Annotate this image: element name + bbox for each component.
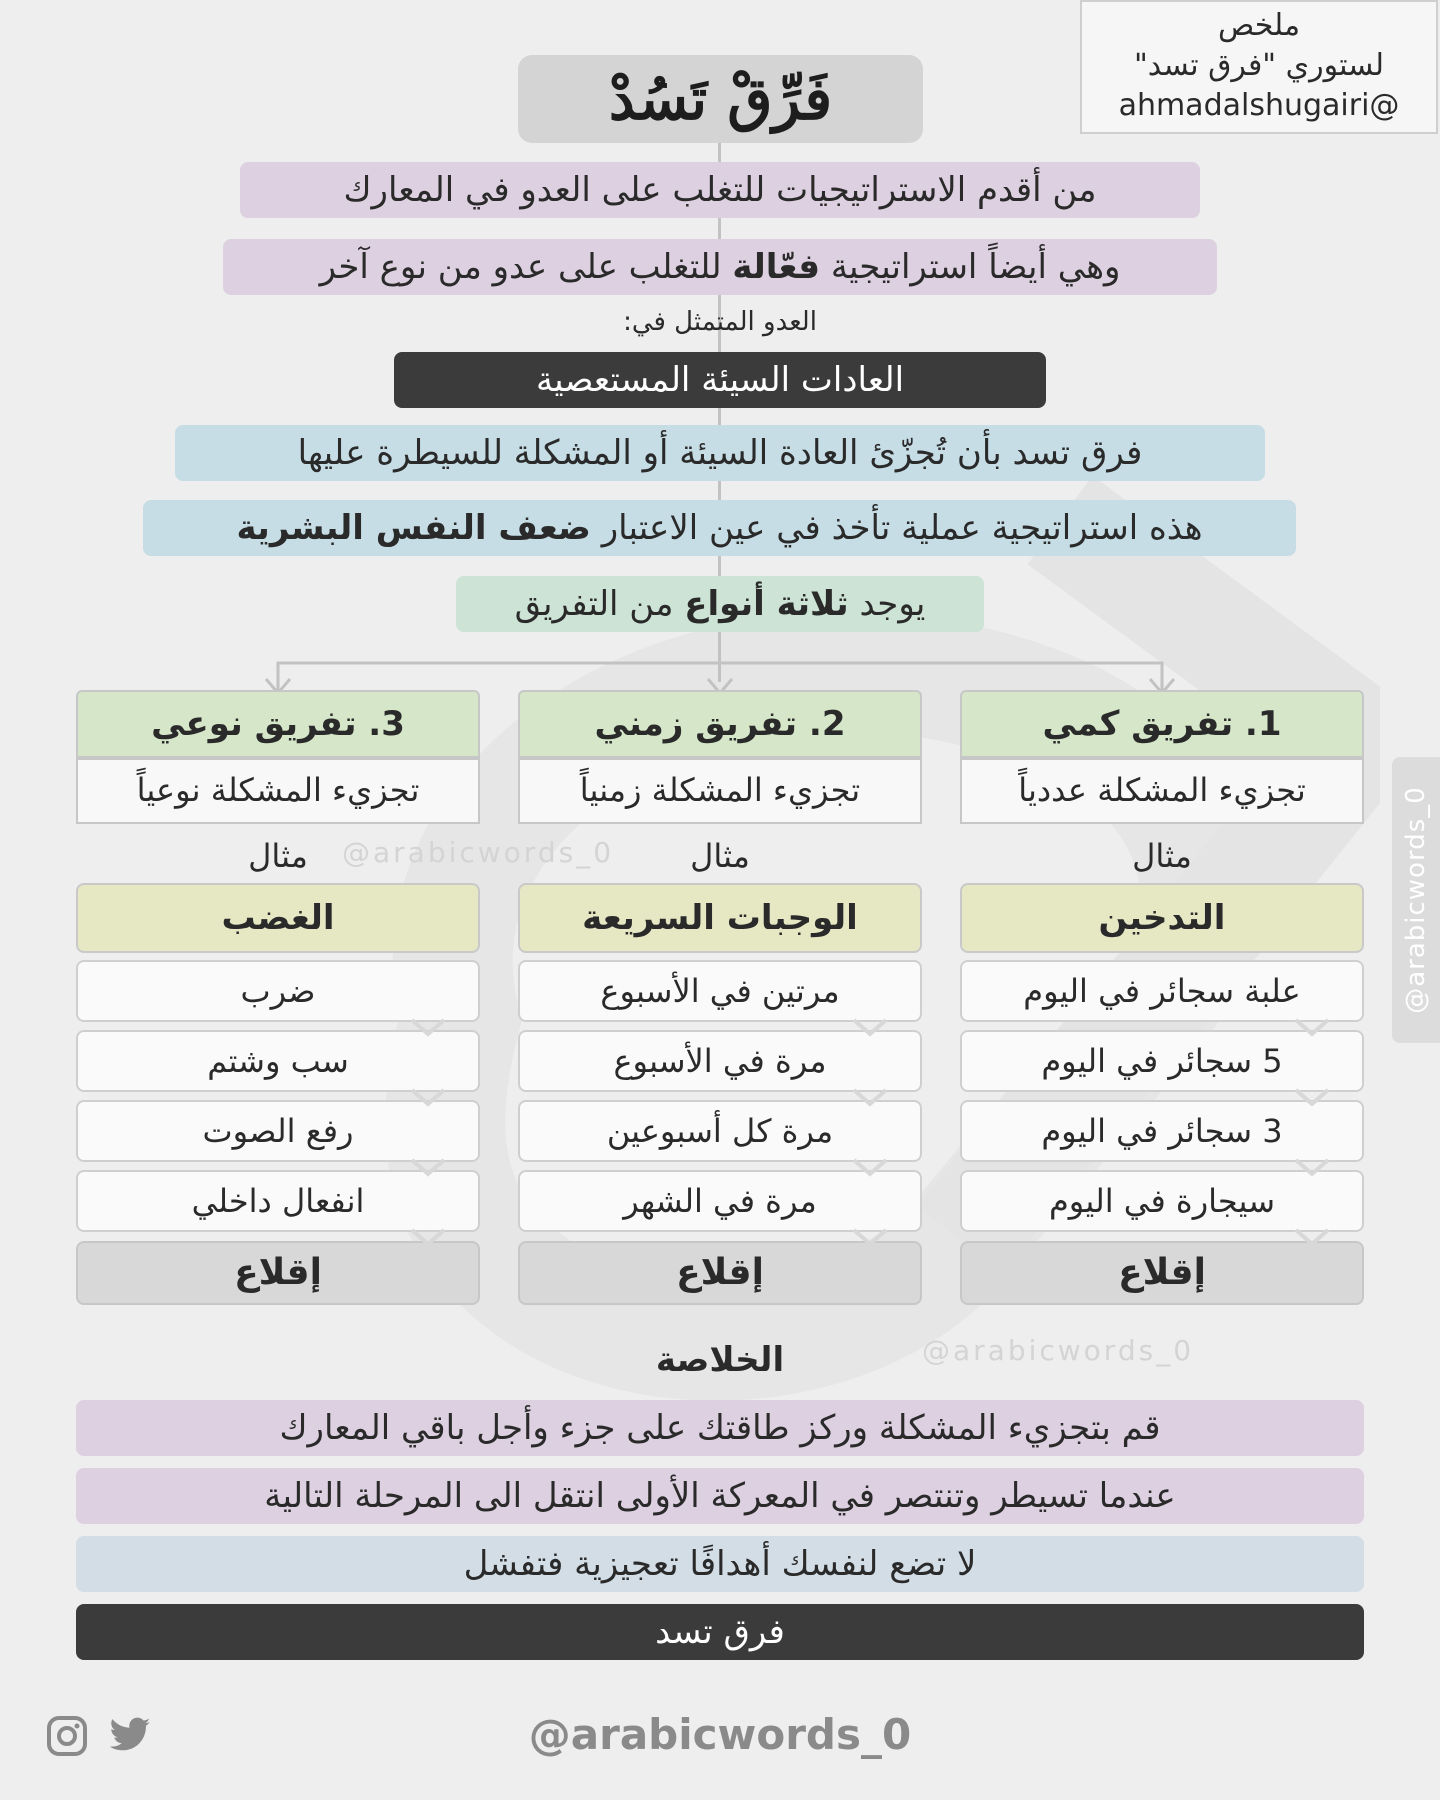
intro-line-5-c: من التفريق bbox=[514, 584, 685, 624]
column-2-subtitle: تجزيء المشكلة زمنياً bbox=[518, 758, 922, 824]
column-3-subtitle: تجزيء المشكلة نوعياً bbox=[76, 758, 480, 824]
conclusion-line-4: فرق تسد bbox=[76, 1604, 1364, 1660]
intro-line-2-b: فعّالة bbox=[732, 247, 821, 287]
column-2-final: إقلاع bbox=[518, 1241, 922, 1305]
column-1-title: 1. تفريق كمي bbox=[960, 690, 1364, 758]
intro-line-4 bbox=[143, 500, 1296, 556]
column-2-example: الوجبات السريعة bbox=[518, 883, 922, 953]
column-3-final: إقلاع bbox=[76, 1241, 480, 1305]
enemy-label: العدو المتمثل في: bbox=[623, 307, 817, 337]
summary-line-1: ملخص bbox=[1217, 8, 1301, 43]
column-2-step-2: مرة في الأسبوع bbox=[518, 1030, 922, 1092]
column-1-example: التدخين bbox=[960, 883, 1364, 953]
column-3-title: 3. تفريق نوعي bbox=[76, 690, 480, 758]
column-3-step-4: انفعال داخلي bbox=[76, 1170, 480, 1232]
column-1-step-4: سيجارة في اليوم bbox=[960, 1170, 1364, 1232]
intro-line-2-a: وهي أيضاً استراتيجية bbox=[820, 247, 1121, 287]
column-3-example: الغضب bbox=[76, 883, 480, 953]
conclusion-line-2: عندما تسيطر وتنتصر في المعركة الأولى انتقل الى المرحلة التالية bbox=[76, 1468, 1364, 1524]
twitter-icon[interactable] bbox=[108, 1717, 152, 1755]
column-2-step-3: مرة كل أسبوعين bbox=[518, 1100, 922, 1162]
intro-line-3: فرق تسد بأن تُجزّئ العادة السيئة أو المشكلة للسيطرة عليها bbox=[175, 425, 1265, 481]
column-3-step-2: سب وشتم bbox=[76, 1030, 480, 1092]
page-title: فَرِّقْ تَسُدْ bbox=[518, 55, 923, 143]
column-1-step-1: علبة سجائر في اليوم bbox=[960, 960, 1364, 1022]
intro-line-4-b: ضعف النفس البشرية bbox=[236, 508, 591, 548]
column-1-example-label: مثال bbox=[1132, 837, 1192, 875]
intro-line-5 bbox=[456, 576, 984, 632]
summary-line-2: لستوري "فرق تسد" bbox=[1133, 48, 1385, 83]
side-handle-text: @arabicwords_0 bbox=[1401, 786, 1431, 1014]
column-3-step-3: رفع الصوت bbox=[76, 1100, 480, 1162]
conclusion-title: الخلاصة bbox=[655, 1340, 785, 1380]
column-2-step-4: مرة في الشهر bbox=[518, 1170, 922, 1232]
enemy-pill: العادات السيئة المستعصية bbox=[394, 352, 1046, 408]
column-2-step-1: مرتين في الأسبوع bbox=[518, 960, 922, 1022]
watermark-top: @arabicwords_0 bbox=[342, 836, 615, 869]
intro-line-1: من أقدم الاستراتيجيات للتغلب على العدو في المعارك bbox=[240, 162, 1200, 218]
conclusion-line-3: لا تضع لنفسك أهدافًا تعجيزية فتفشل bbox=[76, 1536, 1364, 1592]
intro-line-5-b: ثلاثة أنواع bbox=[684, 584, 849, 624]
intro-line-2-c: للتغلب على عدو من نوع آخر bbox=[319, 247, 733, 287]
footer-handle[interactable]: @arabicwords_0 bbox=[528, 1710, 912, 1759]
column-2-title: 2. تفريق زمني bbox=[518, 690, 922, 758]
column-1-step-3: 3 سجائر في اليوم bbox=[960, 1100, 1364, 1162]
instagram-icon[interactable] bbox=[46, 1715, 88, 1757]
column-3-step-1: ضرب bbox=[76, 960, 480, 1022]
intro-line-5-a: يوجد bbox=[848, 584, 926, 624]
column-1-step-2: 5 سجائر في اليوم bbox=[960, 1030, 1364, 1092]
intro-line-2 bbox=[223, 239, 1217, 295]
summary-box bbox=[1080, 0, 1438, 134]
intro-line-4-a: هذه استراتيجية عملية تأخذ في عين الاعتبار bbox=[590, 508, 1203, 548]
summary-handle: @ahmadalshugairi bbox=[1118, 88, 1400, 123]
column-1-subtitle: تجزيء المشكلة عددياً bbox=[960, 758, 1364, 824]
watermark-bottom: @arabicwords_0 bbox=[922, 1334, 1195, 1367]
conclusion-line-1: قم بتجزيء المشكلة وركز طاقتك على جزء وأجل باقي المعارك bbox=[76, 1400, 1364, 1456]
column-2-example-label: مثال bbox=[690, 837, 750, 875]
column-3-example-label: مثال bbox=[248, 837, 308, 875]
side-handle-tab bbox=[1392, 757, 1440, 1043]
column-1-final: إقلاع bbox=[960, 1241, 1364, 1305]
branch-connector bbox=[0, 655, 1440, 695]
